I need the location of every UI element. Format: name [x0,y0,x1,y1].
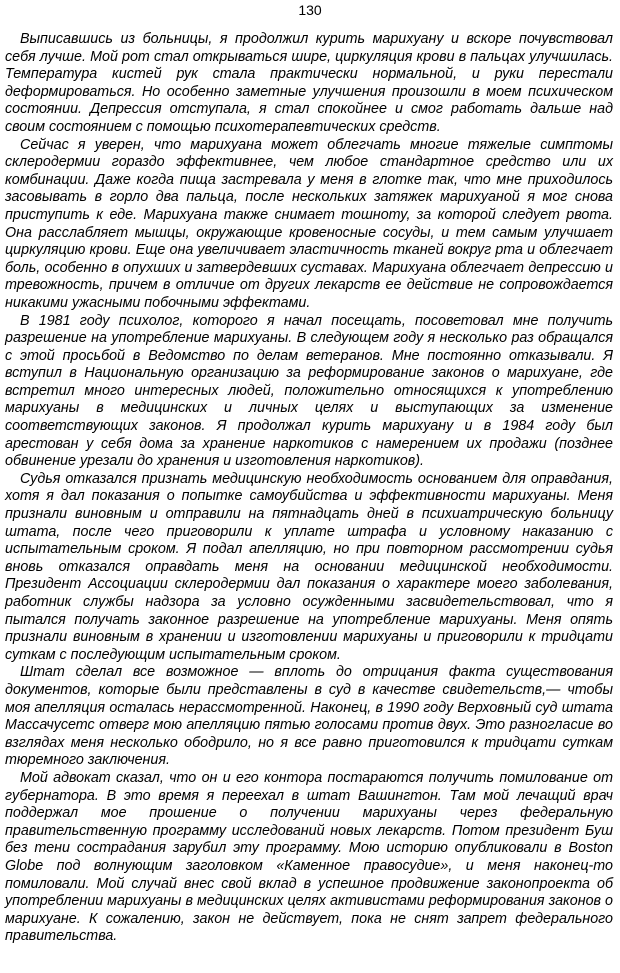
page-number: 130 [298,2,322,18]
body-text [5,31,613,946]
paragraph-3: В 1981 году психолог, которого я начал посещать, посоветовал мне получить разрешение на употребление марихуаны. В следующем году я несколько раз обращался с этой просьбой в Ведомство по делам ветеранов. Мне постоянно отказывали. Я вступил в Национальную организацию за реформирование законов о марихуане, где встретил много интересных людей, положительно относящихся к употреблению марихуаны в медицинских и личных целях и выступающих за изменение соответствующих законов. Я продолжал курить марихуану и в 1984 году был арестован у себя дома за хранение наркотиков с намерением их продажи (позднее обвинение урезали до хранения и изготовления наркотиков). [5,312,613,470]
paragraph-4: Судья отказался признать медицинскую необходимость основанием для оправдания, хотя я дал показания о попытке самоубийства и эффективности марихуаны. Меня признали виновным и отправили на пятнадцать дней в психиатрическую больницу штата, после чего приговорили к уплате штрафа и условному наказанию с испытательным сроком. Я подал апелляцию, но при повторном рассмотрении судья вновь отказался оправдать меня на основании медицинской необходимости. Президент Ассоциации склеродермии дал показания о характере моего заболевания, работник службы надзора за условно осужденными засвидетельствовал, что я пытался получать законное разрешение на употребление марихуаны. Меня опять признали виновным в хранении и изготовлении марихуаны и приговорили к тридцати суткам с последующим испытательным сроком. [5,470,613,663]
paragraph-1: Выписавшись из больницы, я продолжил курить марихуану и вскоре почувствовал себя лучше. Мой рот стал открываться шире, циркуляция крови в пальцах улучшилась. Температура кистей рук стала практически нормальной, и руки перестали деформироваться. Но особенно заметные улучшения произошли в моем психическом состоянии. Депрессия отступала, я стал спокойнее и смог работать дальше над своим состоянием с помощью психотерапевтических средств. [5,31,613,135]
paragraph-6: Мой адвокат сказал, что он и его контора постараются получить помилование от губернатора. В это время я переехал в штат Вашингтон. Там мой лечащий врач поддержал мое прошение о получении марихуаны через федеральную правительственную программу исследований новых лекарств. Потом президент Буш без тени сострадания зарубил эту программу. Мою историю опубликовали в Boston Globe под волнующим заголовком «Каменное правосудие», и меня наконец-то помиловали. Мой случай внес свой вклад в успешное продвижение законопроекта об употреблении марихуаны в медицинских целях активистами реформирования законов о марихуане. К сожалению, закон не действует, пока не снят запрет федерального правительства. [5,769,613,945]
paragraph-2: Сейчас я уверен, что марихуана может облегчать многие тяжелые симптомы склеродермии гораздо эффективнее, чем любое стандартное средство или их комбинации. Даже когда пища застревала у меня в глотке так, что мне приходилось засовывать в горло два пальца, после нескольких затяжек марихуаной я мог снова приступить к еде. Марихуана также снимает тошноту, за которой следует рвота. Она расслабляет мышцы, окружающие кровеносные сосуды, и тем самым улучшает циркуляцию крови. Еще она увеличивает эластичность тканей вокруг рта и облегчает боль, особенно в опухших и затвердевших суставах. Марихуана облегчает депрессию и тревожность, причем в отличие от других лекарств ее действие не сопровождается никакими ужасными побочными эффектами. [5,136,613,311]
paragraph-5: Штат сделал все возможное — вплоть до отрицания факта существования документов, которые были представлены в суд в качестве свидетельств,— чтобы моя апелляция осталась нерассмотренной. Наконец, в 1990 году Верховный суд штата Массачусетс отверг мою апелляцию пятью голосами против двух. Это разногласие во взглядах меня несколько ободрило, но я все равно приготовился к тридцати суткам тюремного заключения. [5,664,613,769]
